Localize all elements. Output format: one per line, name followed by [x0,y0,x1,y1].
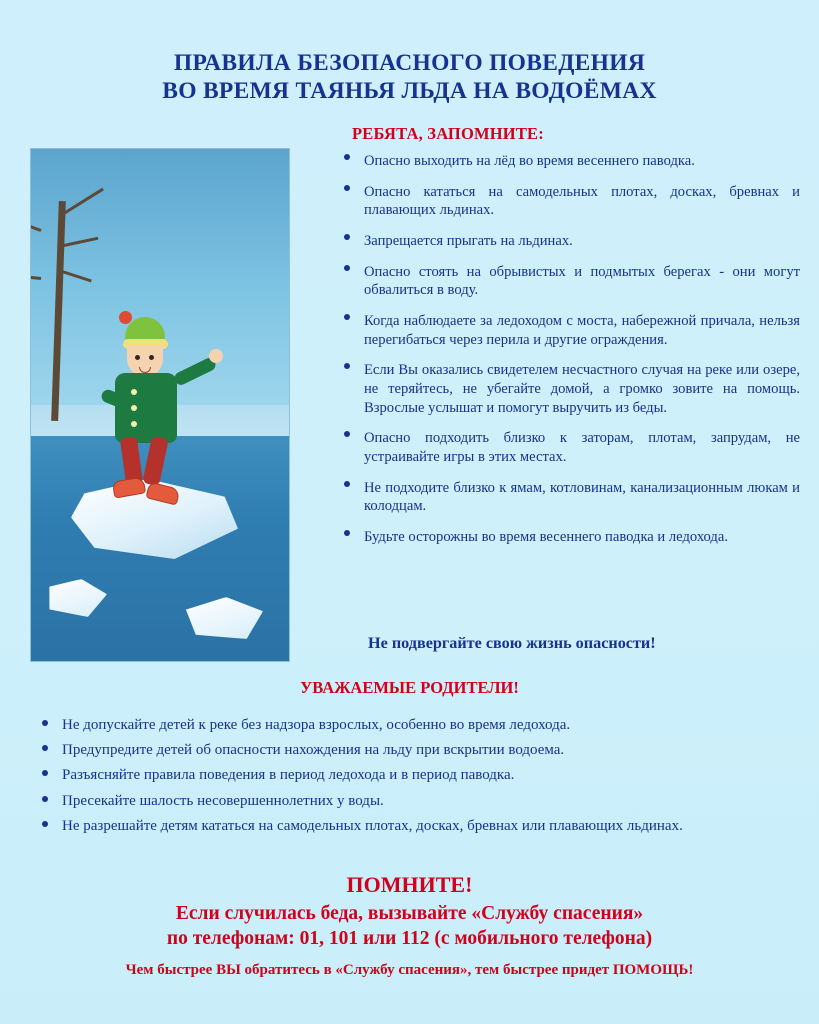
page-title-line1: ПРАВИЛА БЕЗОПАСНОГО ПОВЕДЕНИЯ [173,50,646,76]
boot-left [112,476,146,498]
bullet-icon [344,530,350,536]
parents-section-heading: УВАЖАЕМЫЕ РОДИТЕЛИ! [300,678,519,697]
list-item-label: Разъясняйте правила поведения в период ледохода и в период паводка. [62,767,515,784]
list-item-label: Опасно стоять на обрывистых и подмытых берегах - они могут обвалиться в воду. [364,263,800,299]
list-item [340,183,800,220]
list-item-label: Предупредите детей об опасности нахождения на льду при вскрытии водоема. [62,742,565,759]
bullet-icon [344,314,350,320]
list-item [340,152,800,171]
kids-rules-list [340,152,800,559]
list-item-label: Опасно кататься на самодельных плотах, досках, бревнах и плавающих льдинах. [364,183,800,219]
list-item-label: Если Вы оказались свидетелем несчастного случая на реке или озере, не теряйтесь, не убегайте домой, а громко зовите на помощь. Взрослые услышат и помогут выручить из беды. [364,362,800,416]
eye [135,355,140,360]
coat-button [131,405,137,411]
list-item-label: Не допускайте детей к реке без надзора взрослых, особенно во время ледохода. [62,717,571,733]
bullet-icon [344,234,350,240]
bullet-icon [42,796,48,802]
list-item [32,741,788,760]
list-item [32,792,788,811]
eye [149,355,154,360]
list-item [340,263,800,300]
hand-left [209,349,223,363]
list-item-label: Опасно выходить на лёд во время весеннего паводка. [364,153,695,169]
page-title-line2: ВО ВРЕМЯ ТАЯНЬЯ ЛЬДА НА ВОДОЁМАХ [162,77,657,104]
footer-emergency-block [0,872,819,979]
kids-closing-statement: Не подвергайте свою жизнь опасности! [368,634,656,652]
bullet-icon [344,265,350,271]
bullet-icon [42,745,48,751]
child-figure [97,317,217,507]
bullet-icon [42,821,48,827]
list-item-label: Не подходите близко к ямам, котловинам, канализационным люкам и колодцам. [364,479,800,515]
list-item-label: Пресекайте шалость несовершеннолетних у воды. [62,792,384,809]
footer-remember-heading: ПОМНИТЕ! [346,872,473,897]
bullet-icon [344,154,350,160]
kids-section-heading: РЕБЯТА, ЗАПОМНИТЕ: [352,124,544,143]
leg-right [142,436,169,486]
list-item [340,361,800,417]
list-item-label: Будьте осторожны во время весеннего паводка и ледохода. [364,529,728,546]
list-item-label: Опасно подходить близко к заторам, плотам, запрудам, не устраивайте игры в этих местах. [364,430,800,466]
boot-right [145,481,180,505]
list-item [340,429,800,466]
bullet-icon [344,363,350,369]
list-item [340,312,800,349]
list-item [32,716,788,735]
list-item [32,817,788,836]
parents-rules-list [32,716,788,842]
coat-button [131,389,137,395]
list-item-label: Не разрешайте детям кататься на самодельных плотах, досках, бревнах или плавающих льдинах. [62,817,683,834]
bullet-icon [42,720,48,726]
footer-line-2: по телефонам: 01, 101 или 112 (с мобильного телефона) [166,928,653,950]
list-item [340,479,800,516]
list-item [32,766,788,785]
list-item [340,528,800,547]
bullet-icon [344,431,350,437]
coat-button [131,421,137,427]
child-on-ice-floe-illustration [30,148,290,662]
bullet-icon [344,481,350,487]
page-title [0,50,819,105]
bullet-icon [42,770,48,776]
list-item-label: Запрещается прыгать на льдинах. [364,233,573,250]
list-item [340,232,800,251]
list-item-label: Когда наблюдаете за ледоходом с моста, набережной причала, нельзя перегибаться через перила и другие ограждения. [364,313,800,348]
footer-line-3: Чем быстрее ВЫ обратитесь в «Службу спасения», тем быстрее придет ПОМОЩЬ! [125,961,694,978]
footer-line-1: Если случилась беда, вызывайте «Службу спасения» [175,903,644,924]
bullet-icon [344,185,350,191]
